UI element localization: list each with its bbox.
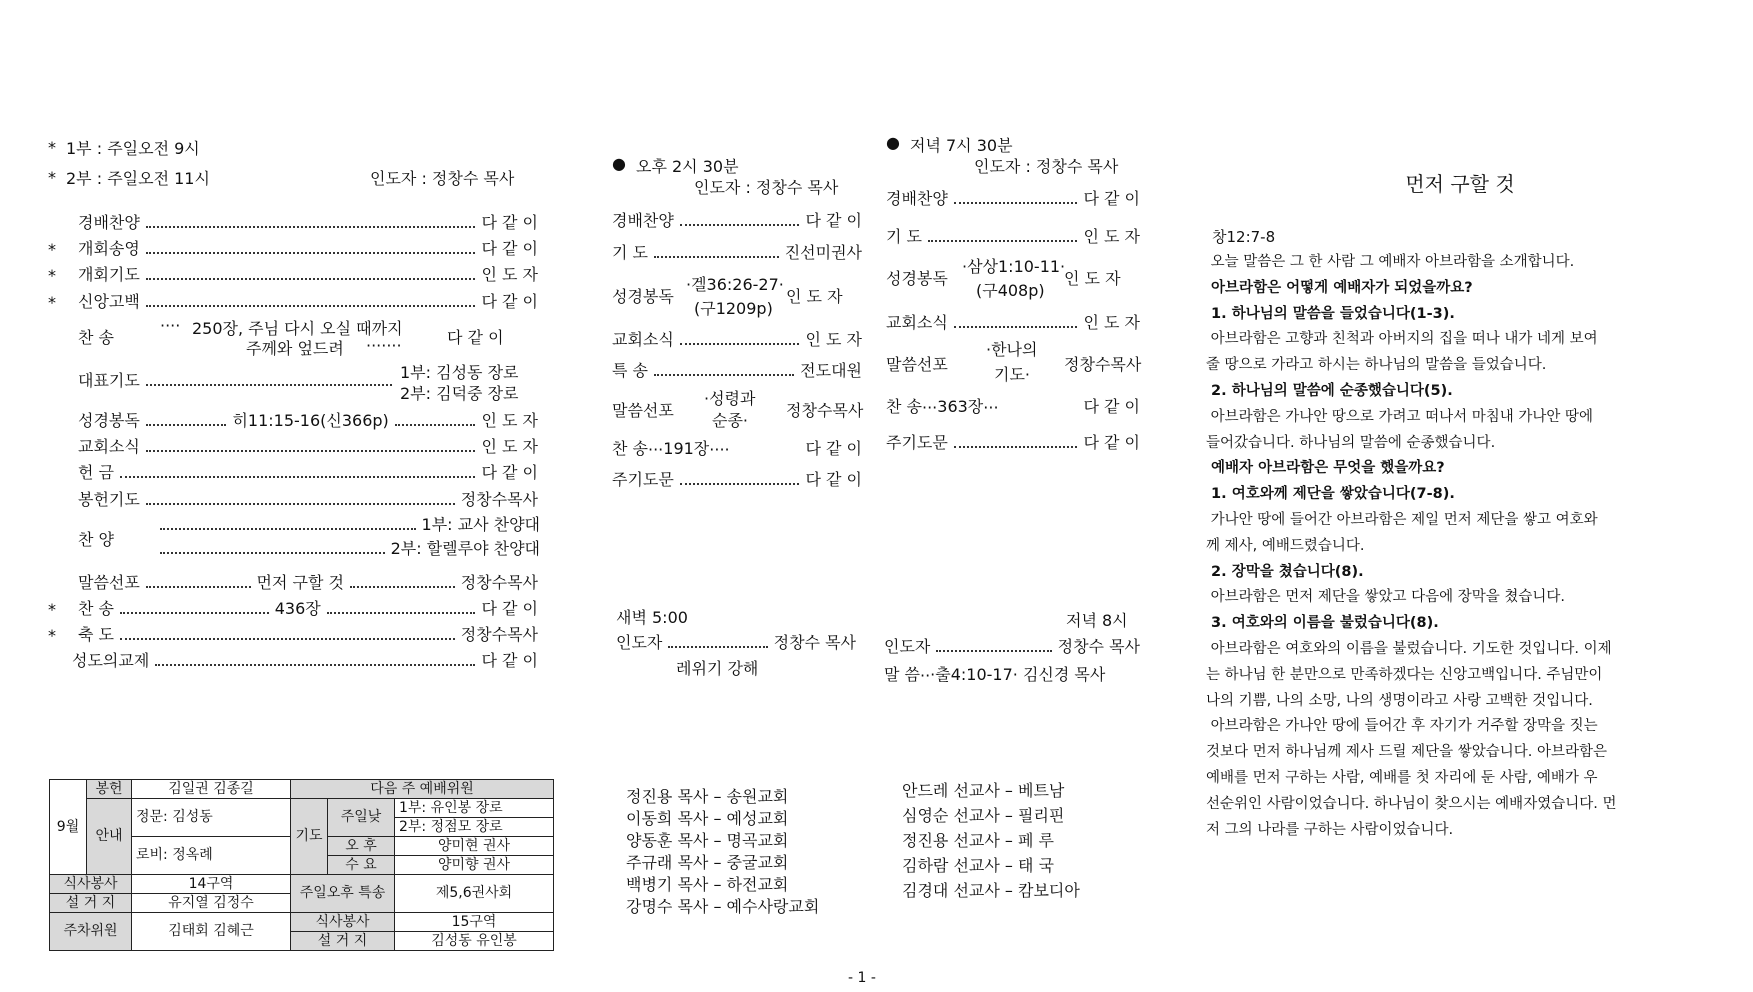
volunteers-table [49, 779, 554, 951]
dawn-leader-row [616, 630, 856, 653]
mission-item: 주규래 목사 – 중굴교회 [626, 853, 789, 872]
order-leader: 인 도 자 [481, 411, 538, 430]
sermon-point: 1. 여호와께 제단을 쌓았습니다(7-8). [1206, 486, 1455, 503]
sermon-label: 말씀선포 [612, 401, 674, 420]
order-leader: 다 같 이 [1083, 397, 1140, 416]
order-row [78, 596, 538, 619]
sermon-paragraph-line: 가나안 땅에 들어간 아브라함은 제일 먼저 제단을 쌓고 여호와 [1206, 511, 1598, 528]
order-leader: 다 같 이 [481, 292, 538, 311]
bible-passage: ·겔36:26-27· [686, 275, 784, 294]
order-leader: 다 같 이 [805, 470, 862, 489]
order-leader: 다 같 이 [481, 599, 539, 618]
order-leader: 인 도 자 [481, 437, 538, 456]
sermon-leader: 정창수목사 [786, 401, 864, 420]
sermon-point: 아브라함은 어떻게 예배자가 되었을까요? [1206, 279, 1473, 296]
sermon-title: 먼저 구할 것 [256, 573, 344, 592]
annae-label: 안내 [87, 799, 132, 875]
order-row [78, 236, 538, 259]
order-label: 대표기도 [78, 371, 140, 390]
order-row [78, 262, 538, 285]
sermon-paragraph-line: 아브라함은 가나안 땅으로 가려고 떠나서 마침내 가나안 땅에 [1206, 408, 1594, 425]
order-leader: 다 같 이 [481, 651, 538, 670]
sermon-point: 예배자 아브라함은 무엇을 했을까요? [1206, 460, 1445, 477]
order-label: 교회소식 [78, 437, 140, 456]
bible-page: (구1209p) [694, 299, 773, 318]
bongheon-label: 봉헌 [87, 780, 132, 799]
setup-label: 설 거 지 [50, 894, 132, 913]
order-row [78, 487, 538, 510]
order-leader: 정창수 목사 [1057, 637, 1140, 656]
sermon-paragraph-line: 것보다 먼저 하나님께 제사 드릴 제단을 쌓았습니다. 아브라함은 [1206, 744, 1608, 761]
praise-label: 찬 양 [78, 530, 114, 549]
bible-leader: 인 도 자 [786, 287, 843, 306]
order-label: 축 도 [78, 625, 114, 644]
month-cell: 9월 [50, 780, 87, 875]
missions-list-right [902, 778, 1080, 903]
special-label: 주일오후 특송 [291, 875, 395, 913]
missions-list-left [626, 786, 819, 918]
order-label: 개회송영 [78, 239, 140, 258]
afternoon-title: 오후 2시 30분 [636, 157, 739, 176]
sermon-body [1206, 250, 1712, 843]
hymn-dots: ······· [366, 336, 402, 355]
sunday-label: 주일낮 [328, 799, 395, 837]
afternoon-leader: 인도자 : 정창수 목사 [694, 178, 839, 197]
order-leader: 정창수목사 [460, 490, 538, 509]
prayer-part1: 1부: 김성동 장로 [400, 363, 519, 382]
sermon-title-1: ·한나의 [986, 340, 1038, 359]
sermon-heading: 먼저 구할 것 [1405, 172, 1515, 196]
night-word: ·출4:10-17· 김신경 목사 [930, 665, 1106, 684]
order-label: 특 송 [612, 361, 648, 380]
sermon-paragraph-line: 께 제사, 예배드렸습니다. [1206, 537, 1365, 554]
order-label: 교회소식 [886, 313, 948, 332]
sermon-title-2: 기도· [994, 365, 1030, 384]
order-label: 찬 송 [78, 599, 114, 618]
mission-item: 백병기 목사 – 하전교회 [626, 875, 789, 894]
sermon-point: 2. 장막을 쳤습니다(8). [1206, 563, 1364, 580]
mission-item: 이동희 목사 – 예성교회 [626, 809, 789, 828]
sermon-reference: 창12:7-8 [1212, 228, 1276, 246]
order-row [78, 210, 538, 233]
praise-row-2 [160, 536, 540, 559]
sermon-leader: 정창수목사 [1064, 355, 1142, 374]
order-row [612, 467, 862, 490]
parking-value: 김태회 김혜근 [132, 913, 291, 951]
sermon-paragraph-line: 선순위인 사람이었습니다. 하나님이 찾으시는 예배자였습니다. 먼 [1206, 795, 1617, 812]
evening-title: 저녁 7시 30분 [910, 136, 1013, 155]
order-label: 찬 송 [886, 397, 922, 416]
order-row [78, 408, 538, 431]
night-word-row: 말 씀 ·· ·출4:10-17· 김신경 목사 [884, 662, 1140, 685]
order-label: 기 도 [612, 243, 648, 262]
star-mark: * [48, 266, 56, 285]
missionary-item: 김경대 선교사 – 캄보디아 [902, 881, 1080, 900]
sermon-point: 1. 하나님의 말씀을 들었습니다(1-3). [1206, 305, 1455, 322]
mission-item: 강명수 목사 – 예수사랑교회 [626, 897, 820, 916]
mission-item: 양동훈 목사 – 명곡교회 [626, 831, 789, 850]
hymn-leader: 다 같 이 [447, 328, 504, 347]
sermon-title-2: 순종· [712, 411, 748, 430]
order-row [72, 648, 538, 671]
star-mark: * [48, 293, 56, 312]
order-label: 헌 금 [78, 463, 114, 482]
hymn-title-line2: 주께와 엎드려 [246, 339, 344, 358]
bible-passage: 히11:15-16(신366p) [232, 411, 389, 430]
sermon-point: 3. 여호와의 이름을 불렀습니다(8). [1206, 615, 1439, 632]
sunday-part1: 1부: 유인봉 장로 [395, 799, 554, 818]
order-leader: 다 같 이 [481, 239, 538, 258]
lobby-cell: 로비: 정옥례 [132, 837, 291, 875]
missionary-item: 정진용 선교사 – 페 루 [902, 831, 1054, 850]
order-label: 주기도문 [612, 470, 674, 489]
hymn-dots: ···· [160, 316, 181, 335]
meal-label: 식사봉사 [50, 875, 132, 894]
bible-label: 성경봉독 [886, 269, 948, 288]
order-label: 개회기도 [78, 265, 140, 284]
sermon-point: 2. 하나님의 말씀에 순종했습니다(5). [1206, 382, 1453, 399]
order-row [886, 186, 1140, 209]
order-row [612, 208, 862, 231]
star-mark: * [48, 168, 56, 187]
bullet-icon: ● [612, 154, 626, 173]
hymn-number: 436장 [274, 599, 321, 618]
order-row [78, 368, 398, 391]
hymn-label: 찬 송 [78, 328, 114, 347]
night-leader-row [884, 634, 1140, 657]
order-row [78, 434, 538, 457]
star-mark: * [48, 138, 56, 157]
order-leader: 전도대원 [800, 361, 862, 380]
order-leader: 인 도 자 [805, 330, 862, 349]
star-mark: * [48, 600, 56, 619]
sermon-paragraph-line: 오늘 말씀은 그 한 사람 그 예배자 아브라함을 소개합니다. [1206, 254, 1575, 270]
dawn-title: 새벽 5:00 [616, 608, 688, 627]
wed-label: 수 요 [328, 856, 395, 875]
meal-value: 14구역 [132, 875, 291, 894]
order-row [886, 430, 1140, 453]
order-leader: 진선미권사 [784, 243, 862, 262]
order-leader: 다 같 이 [805, 439, 862, 458]
missionary-item: 안드레 선교사 – 베트남 [902, 781, 1065, 800]
praise-row-1 [160, 512, 540, 535]
order-label: 주기도문 [886, 433, 948, 452]
order-leader: 다 같 이 [805, 211, 862, 230]
mission-item: 정진용 목사 – 송원교회 [626, 787, 789, 806]
order-label: 성도의교제 [72, 651, 150, 670]
order-label: 인도자 [884, 637, 931, 656]
meal2-value: 15구역 [395, 913, 554, 932]
order-label: 경배찬양 [612, 211, 674, 230]
page-number: - 1 - [848, 970, 876, 986]
order-row [612, 327, 862, 350]
order-row: 찬 송 ··· 363장 ··· 다 같 이 [886, 394, 1140, 417]
gido-label: 기도 [291, 799, 328, 875]
order-row [612, 358, 862, 381]
order-leader: 인 도 자 [1083, 227, 1140, 246]
bullet-icon: ● [886, 133, 900, 152]
order-label: 신앙고백 [78, 292, 140, 311]
sermon-paragraph-line: 아브라함은 가나안 땅에 들어간 후 자기가 거주할 장막을 짓는 [1206, 718, 1598, 735]
setup2-label: 설 거 지 [291, 932, 395, 951]
jungmun-cell: 정문: 김성동 [132, 799, 291, 837]
order-label: 경배찬양 [78, 213, 140, 232]
missionary-item: 심영순 선교사 – 필리핀 [902, 806, 1065, 825]
sermon-paragraph-line: 아브라함은 먼저 제단을 쌓았고 다음에 장막을 쳤습니다. [1206, 589, 1566, 606]
wed-name: 양미향 권사 [395, 856, 554, 875]
order-row [78, 622, 538, 645]
hymn-title-line1: 250장, 주님 다시 오실 때까지 [192, 319, 403, 338]
special-value: 제5,6권사회 [395, 875, 554, 913]
bongheon-names: 김일권 김종길 [132, 780, 291, 799]
setup2-value: 김성동 유인봉 [395, 932, 554, 951]
service-leader: 인도자 : 정창수 목사 [370, 169, 515, 188]
sermon-paragraph-line: 줄 땅으로 가라고 하시는 하나님의 말씀을 들었습니다. [1206, 357, 1547, 374]
dawn-study: 레위기 강해 [676, 659, 759, 678]
parking-label: 주차위원 [50, 913, 132, 951]
service-part2: 2부 : 주일오전 11시 [66, 169, 210, 188]
order-row [886, 224, 1140, 247]
sermon-paragraph-line: 들어갔습니다. 하나님의 말씀에 순종했습니다. [1206, 434, 1496, 451]
night-title: 저녁 8시 [1066, 611, 1128, 630]
order-label: 기 도 [886, 227, 922, 246]
order-leader: 다 같 이 [481, 213, 538, 232]
service-part1: 1부 : 주일오전 9시 [66, 139, 200, 158]
order-leader: 다 같 이 [481, 463, 538, 482]
praise-choir-1: 1부: 교사 찬양대 [421, 515, 540, 534]
sermon-paragraph-line: 아브라함은 여호와의 이름을 불렀습니다. 기도한 것입니다. 이제 [1206, 640, 1612, 657]
pm-label: 오 후 [328, 837, 395, 856]
praise-choir-2: 2부: 할렐루야 찬양대 [390, 539, 540, 558]
bible-leader: 인 도 자 [1064, 269, 1121, 288]
missionary-item: 김하람 선교사 – 태 국 [902, 856, 1054, 875]
order-label: 교회소식 [612, 330, 674, 349]
sermon-paragraph-line: 나의 기쁨, 나의 소망, 나의 생명이라고 사랑 고백한 것입니다. [1206, 692, 1593, 709]
sermon-paragraph-line: 예배를 먼저 구하는 사람, 예배를 첫 자리에 둔 사람, 예배가 우 [1206, 769, 1598, 786]
bible-passage: ·삼상1:10-11· [962, 257, 1066, 276]
sermon-title-1: ·성령과 [704, 389, 756, 408]
order-row [78, 460, 538, 483]
meal2-label: 식사봉사 [291, 913, 395, 932]
hymn-number: 363장 [937, 397, 984, 416]
sunday-part2: 2부: 정점모 장로 [395, 818, 554, 837]
order-label: 말씀선포 [78, 573, 140, 592]
next-week-header: 다음 주 예배위원 [291, 780, 554, 799]
order-label: 경배찬양 [886, 189, 948, 208]
sermon-label: 말씀선포 [886, 355, 948, 374]
order-label: 봉헌기도 [78, 490, 140, 509]
order-row [78, 570, 538, 593]
sermon-paragraph-line: 는 하나님 한 분만으로 만족하겠다는 신앙고백입니다. 주님만이 [1206, 666, 1603, 683]
bible-page: (구408p) [976, 281, 1045, 300]
sermon-paragraph-line: 아브라함은 고향과 친척과 아버지의 집을 떠나 내가 네게 보여 [1206, 331, 1598, 348]
sermon-paragraph-line: 저 그의 나라를 구하는 사람이었습니다. [1206, 821, 1454, 838]
order-leader: 인 도 자 [481, 265, 538, 284]
order-row [886, 310, 1140, 333]
order-leader: 정창수목사 [460, 573, 538, 592]
order-label: 성경봉독 [78, 411, 140, 430]
order-leader: 인 도 자 [1083, 313, 1140, 332]
order-row [78, 289, 538, 312]
order-leader: 정창수목사 [460, 625, 538, 644]
order-label: 인도자 [616, 633, 663, 652]
setup-value: 유지열 김정수 [132, 894, 291, 913]
order-leader: 다 같 이 [1083, 189, 1140, 208]
order-row: 찬 송 ··· 191장 ···· 다 같 이 [612, 436, 862, 459]
order-row [612, 240, 862, 263]
order-leader: 정창수 목사 [773, 633, 856, 652]
bible-label: 성경봉독 [612, 287, 674, 306]
order-leader: 다 같 이 [1083, 433, 1140, 452]
prayer-part2: 2부: 김덕중 장로 [400, 384, 519, 403]
hymn-number: 191장 [663, 439, 710, 458]
evening-leader: 인도자 : 정창수 목사 [974, 157, 1119, 176]
star-mark: * [48, 240, 56, 259]
pm-name: 양미현 권사 [395, 837, 554, 856]
star-mark: * [48, 626, 56, 645]
order-label: 말 씀 [884, 665, 920, 684]
order-label: 찬 송 [612, 439, 648, 458]
